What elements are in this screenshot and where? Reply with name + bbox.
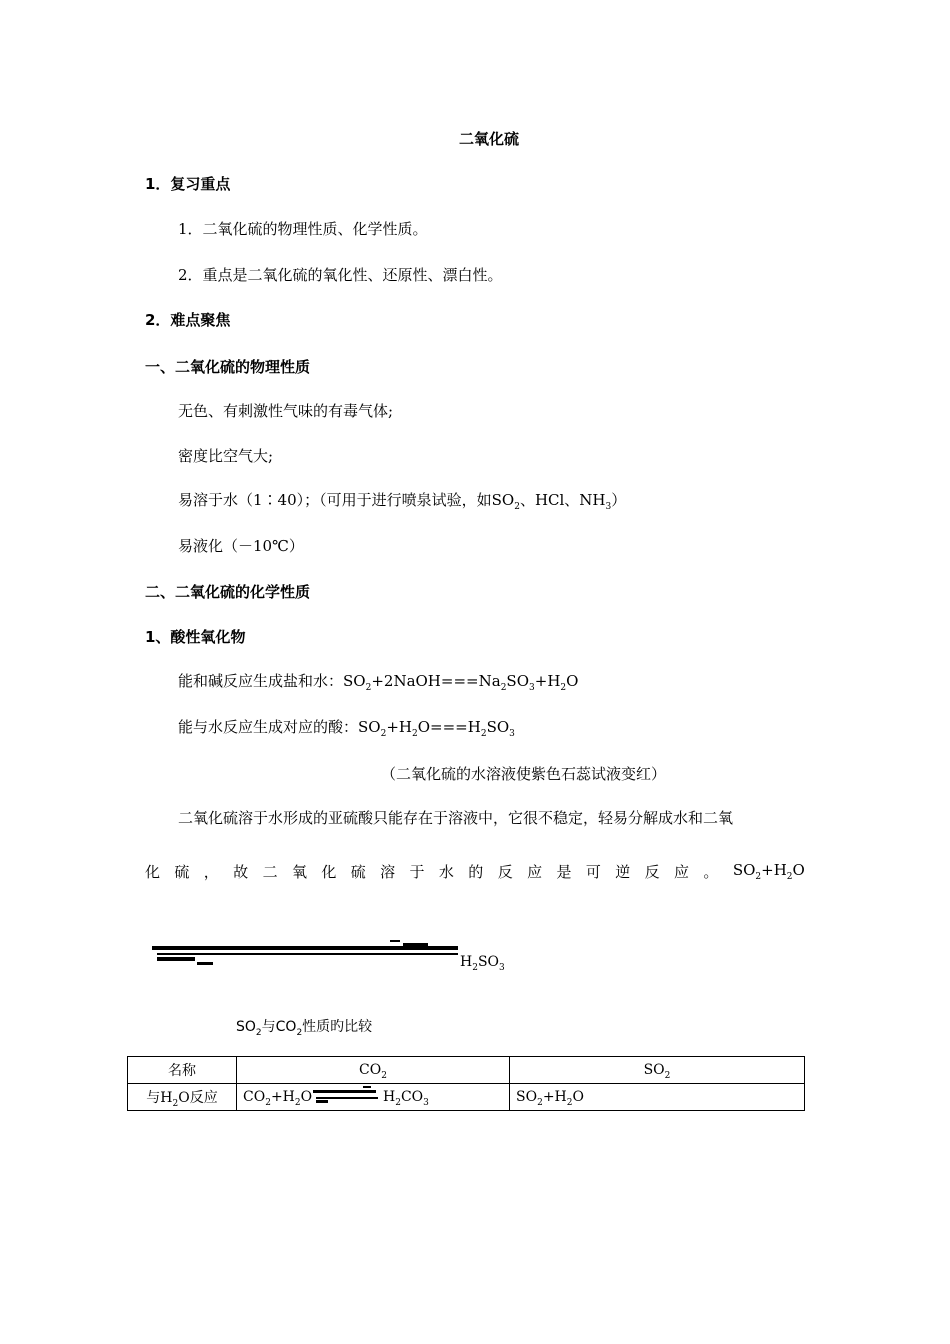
paragraph-line-1: 二氧化硫溶于水形成的亚硫酸只能存在于溶液中，它很不稳定，轻易分解成水和二氧 (178, 809, 734, 827)
table-caption: $SO_2$与$CO_2$性质旳比较 (236, 1019, 373, 1038)
cell-so2-water: $SO_2+H_2O$ (510, 1084, 805, 1111)
review-item-2: 2．重点是二氧化硫的氧化性、还原性、漂白性。 (178, 266, 503, 284)
comparison-table (127, 1056, 805, 1111)
litmus-note: （二氧化硫的水溶液使紫色石蕊试液变红） (381, 765, 667, 783)
header-co2: $CO_2$ (237, 1057, 510, 1084)
physical-line-2: 密度比空气大; (178, 447, 274, 465)
physical-solubility: 易溶于水（1∶40）；（可用于进行喷泉试验，如$SO_2$、HCl、$NH_3$） (178, 491, 627, 512)
reversible-reactants: $SO_2+H_2O$ (732, 861, 805, 882)
section-heading-difficulty: 2．难点聚焦 (145, 311, 231, 329)
acidic-oxide-heading: 1、酸性氧化物 (145, 628, 246, 646)
review-item-1: 1．二氧化硫的物理性质、化学性质。 (178, 220, 428, 238)
chemical-heading: 二、二氧化硫的化学性质 (145, 583, 311, 601)
physical-line-1: 无色、有刺激性气味的有毒气体; (178, 402, 394, 420)
table-row (128, 1084, 805, 1111)
water-reaction: 能与水反应生成对应的酸：$SO_2+H_2O===H_2SO_3$ (178, 718, 515, 739)
section-heading-review: 1．复习重点 (145, 175, 231, 193)
page-title: 二氧化硫 (459, 130, 520, 148)
header-name: 名称 (128, 1057, 237, 1084)
row-label-water-reaction: 与$H_2O$反应 (128, 1084, 237, 1111)
table-header-row (128, 1057, 805, 1084)
physical-liquefy: 易液化（－10℃） (178, 537, 304, 555)
cell-co2-water: $CO_2+H_2O$ $H_2CO_3$ (237, 1084, 510, 1111)
base-reaction: 能和碱反应生成盐和水：$SO_2+2NaOH===Na_2SO_3+H_2O$ (178, 672, 579, 693)
paragraph-line-2: 化 硫 ， 故 二 氧 化 硫 溶 于 水 的 反 应 是 可 逆 反 应 。 $SO_2+H_2O$ (145, 861, 805, 882)
reversible-product: $H_2SO_3$ (460, 954, 505, 973)
header-so2: $SO_2$ (510, 1057, 805, 1084)
physical-heading: 一、二氧化硫的物理性质 (145, 358, 311, 376)
